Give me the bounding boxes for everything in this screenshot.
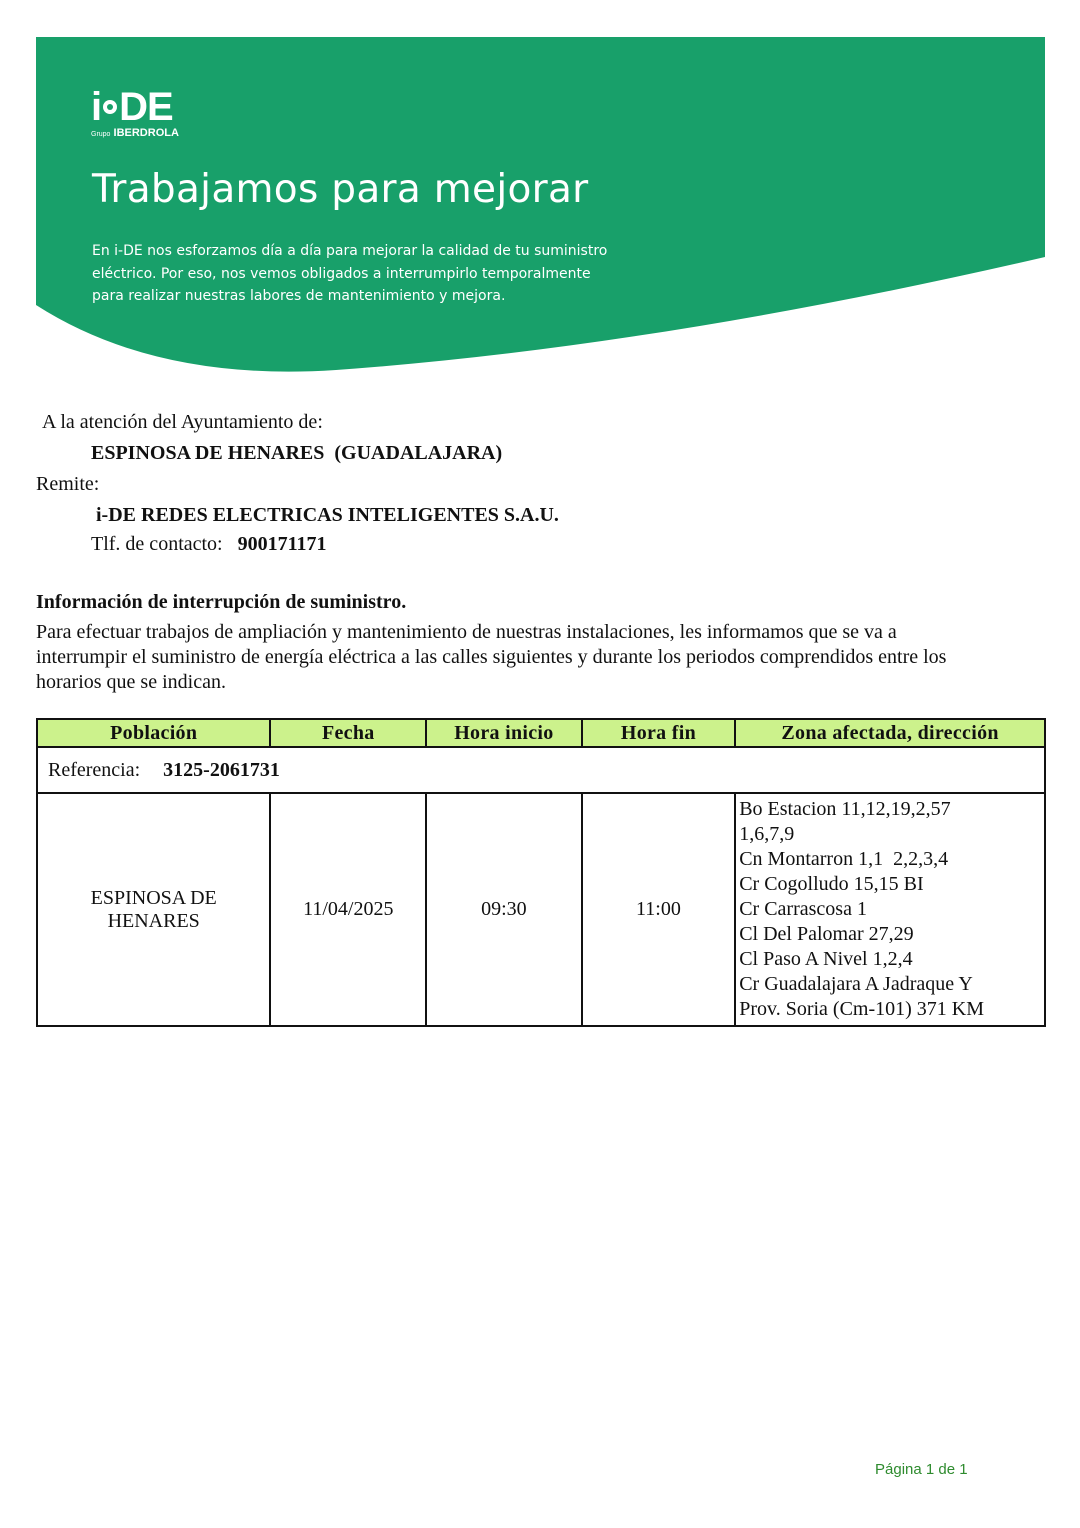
cell-fecha: 11/04/2025 xyxy=(270,793,426,1026)
sender-company: i-DE REDES ELECTRICAS INTELIGENTES S.A.U. xyxy=(96,504,559,526)
header-banner xyxy=(36,37,1045,377)
phone-label: Tlf. de contacto: xyxy=(91,533,223,555)
poblacion-line: ESPINOSA DE xyxy=(90,886,217,909)
zona-line: Cl Del Palomar 27,29 xyxy=(739,923,914,945)
zona-line: Cr Cogolludo 15,15 BI xyxy=(739,873,924,895)
ide-logo xyxy=(91,87,179,139)
banner-title: Trabajamos para mejorar xyxy=(92,167,589,212)
logo-brand: IBERDROLA xyxy=(113,127,179,139)
zona-line: Cl Paso A Nivel 1,2,4 xyxy=(739,948,913,970)
header-poblacion: Población xyxy=(37,719,270,747)
header-hora-inicio: Hora inicio xyxy=(426,719,582,747)
logo-letters-de: DE xyxy=(119,85,173,129)
sender-label: Remite: xyxy=(36,473,100,495)
reference-label: Referencia: xyxy=(48,758,141,781)
cell-hora-fin: 11:00 xyxy=(582,793,736,1026)
banner-text-line: eléctrico. Por eso, nos vemos obligados a interrumpirlo temporalmente xyxy=(92,265,591,282)
header-zona: Zona afectada, dirección xyxy=(735,719,1045,747)
table-row xyxy=(37,793,1045,1026)
info-line: Para efectuar trabajos de ampliación y mantenimiento de nuestras instalaciones, les informamos que se va a xyxy=(36,621,897,643)
cell-zona xyxy=(735,793,1045,1026)
interruption-table xyxy=(36,718,1046,1027)
recipient-name: ESPINOSA DE HENARES (GUADALAJARA) xyxy=(91,442,503,464)
page-number: Página 1 de 1 xyxy=(875,1461,968,1478)
cell-hora-inicio: 09:30 xyxy=(426,793,582,1026)
info-line: horarios que se indican. xyxy=(36,671,226,693)
zona-line: Prov. Soria (Cm-101) 371 KM xyxy=(739,998,985,1020)
zona-line: Cn Montarron 1,1 2,2,3,4 xyxy=(739,848,949,870)
phone-number: 900171171 xyxy=(237,533,327,555)
info-line: interrumpir el suministro de energía eléctrica a las calles siguientes y durante los periodos comprendidos entre los xyxy=(36,646,947,668)
header-fecha: Fecha xyxy=(270,719,426,747)
banner-text xyxy=(92,240,672,308)
zona-line: Cr Carrascosa 1 xyxy=(739,898,867,920)
zona-line: Cr Guadalajara A Jadraque Y xyxy=(739,973,973,995)
logo-letter-i: i xyxy=(91,85,102,129)
phone-line xyxy=(91,533,327,556)
cell-poblacion xyxy=(37,793,270,1026)
poblacion-line: HENARES xyxy=(107,909,200,932)
table-header-row xyxy=(37,719,1045,747)
zona-line: Bo Estacion 11,12,19,2,57 xyxy=(739,798,951,820)
banner-text-line: En i-DE nos esforzamos día a día para mejorar la calidad de tu suministro xyxy=(92,243,608,259)
zona-line: 1,6,7,9 xyxy=(739,823,795,845)
info-paragraph xyxy=(36,620,1046,695)
recipient-label: A la atención del Ayuntamiento de: xyxy=(42,411,323,433)
info-heading: Información de interrupción de suministro. xyxy=(36,591,407,613)
reference-cell xyxy=(37,747,1045,793)
logo-grupo: Grupo xyxy=(91,131,111,138)
reference-row xyxy=(37,747,1045,793)
header-hora-fin: Hora fin xyxy=(582,719,736,747)
reference-value: 3125-2061731 xyxy=(163,758,280,781)
logo-plug-icon xyxy=(103,100,117,114)
banner-text-line: para realizar nuestras labores de mantenimiento y mejora. xyxy=(92,288,506,304)
